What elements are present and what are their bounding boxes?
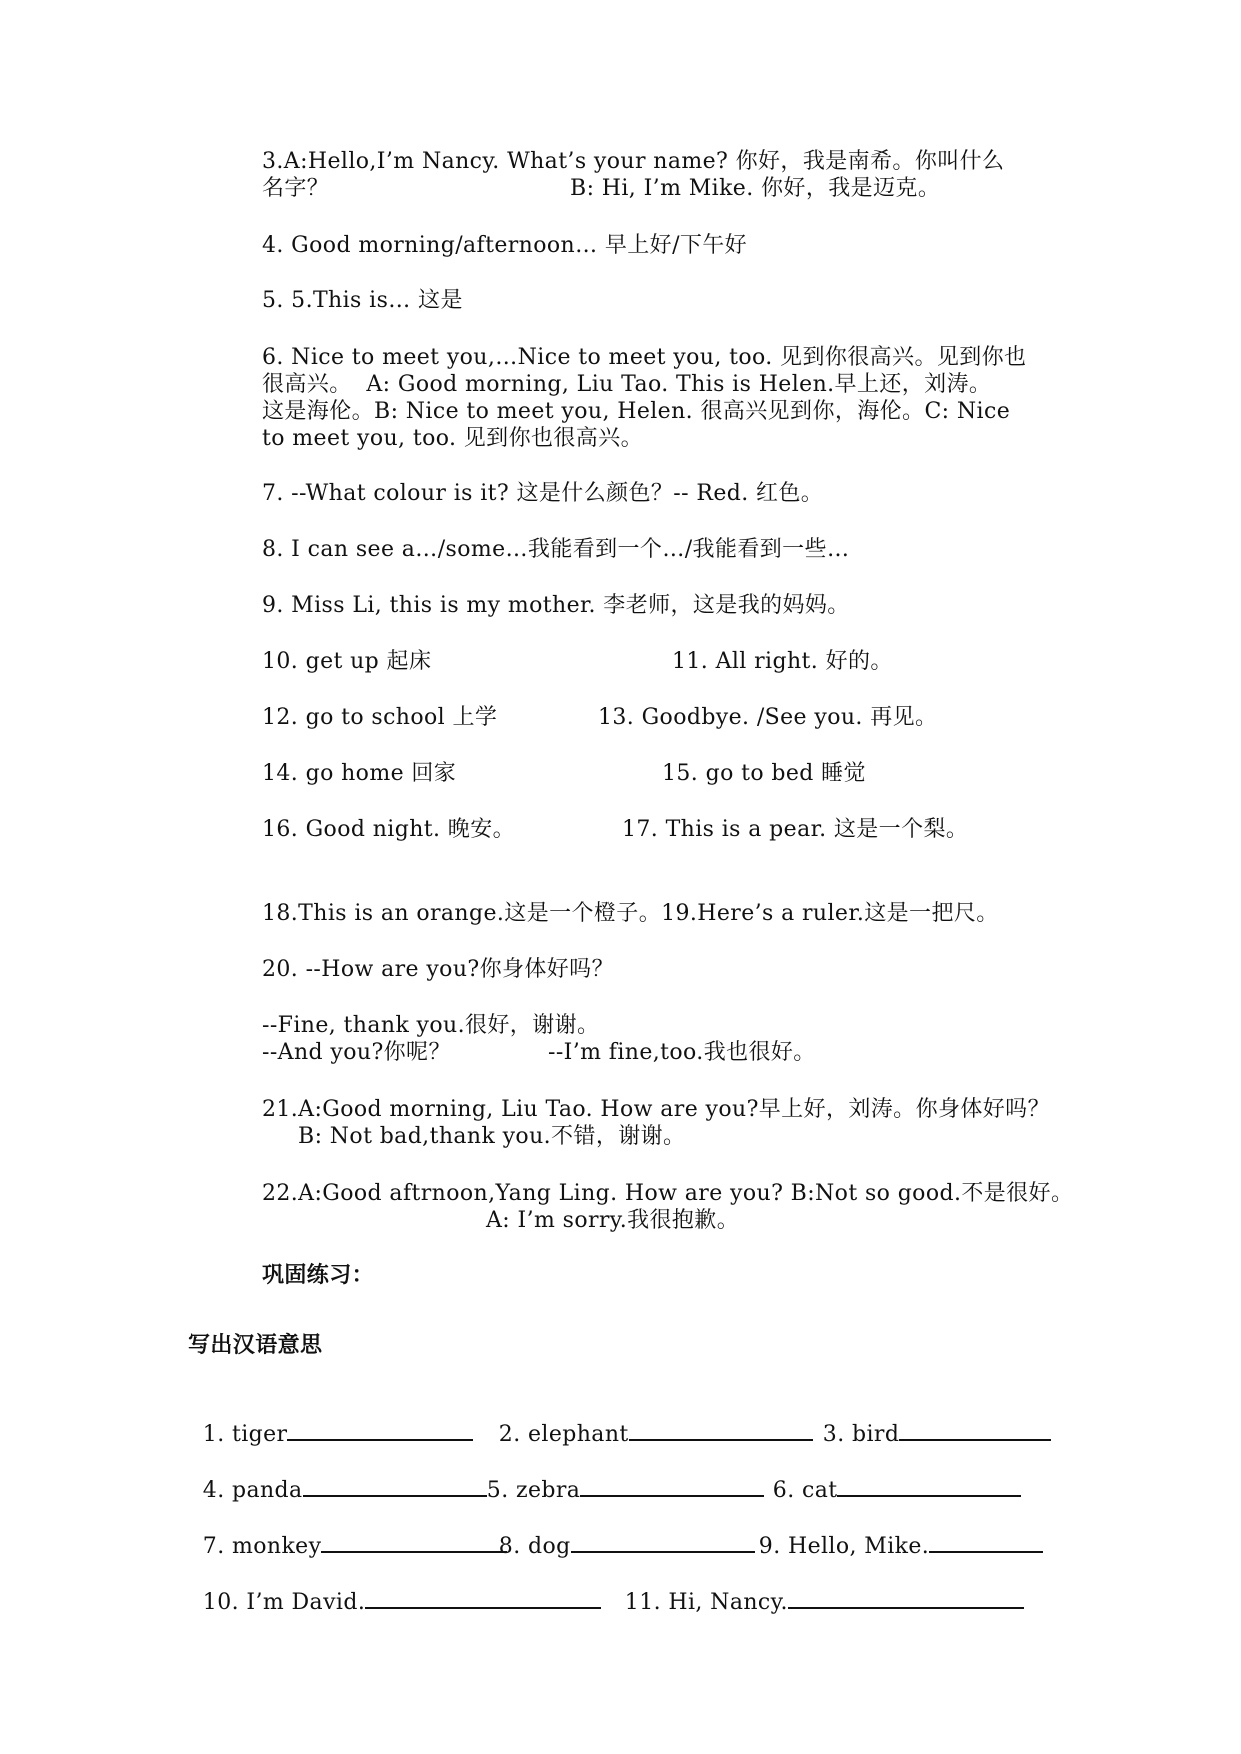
item-14: 14. go home 回家: [262, 761, 457, 786]
question-4-label: 4. panda: [202, 1478, 303, 1503]
question-10-label: 10. I’m David.: [202, 1590, 366, 1615]
question-3-label: 3. bird: [822, 1422, 900, 1447]
answer-blank[interactable]: [303, 1475, 487, 1497]
item-13: 13. Goodbye. /See you. 再见。: [598, 705, 938, 730]
item-22-line1: 22.A:Good aftrnoon,Yang Ling. How are you? B:Not so good.不是很好。: [262, 1181, 1074, 1206]
answer-blank[interactable]: [929, 1531, 1043, 1553]
answer-blank[interactable]: [365, 1587, 601, 1609]
item-9: 9. Miss Li, this is my mother. 李老师，这是我的妈妈。: [262, 593, 850, 618]
question-9: [744, 1504, 1043, 1560]
item-15: 15. go to bed 睡觉: [662, 761, 866, 786]
answer-blank[interactable]: [287, 1419, 473, 1441]
question-7-label: 7. monkey: [202, 1534, 322, 1559]
item-3-line2a: 名字？: [262, 176, 330, 201]
question-5-label: 5. zebra: [486, 1478, 581, 1503]
question-11: [610, 1560, 1024, 1616]
answer-blank[interactable]: [899, 1419, 1051, 1441]
item-22-line2: A: I’m sorry.我很抱歉。: [486, 1208, 740, 1233]
item-11: 11. All right. 好的。: [672, 649, 893, 674]
item-3-line1: 3.A:Hello,I’m Nancy. What’s your name? 你好，我是南希。你叫什么: [262, 149, 1005, 174]
question-6-label: 6. cat: [772, 1478, 838, 1503]
question-8: [484, 1504, 755, 1560]
item-17: 17. This is a pear. 这是一个梨。: [622, 817, 969, 842]
practice-heading: 巩固练习：: [262, 1263, 375, 1288]
item-6-line2: 很高兴。 A: Good morning, Liu Tao. This is Helen.早上还，刘涛。: [262, 372, 992, 397]
question-2: [484, 1392, 813, 1448]
question-4: [188, 1448, 487, 1504]
item-20-fine: --Fine, thank you.很好，谢谢。: [262, 1013, 600, 1038]
item-6-line3: 这是海伦。B: Nice to meet you, Helen. 很高兴见到你，海伦。C: Nice: [262, 399, 1011, 424]
answer-blank[interactable]: [580, 1475, 764, 1497]
section-title: 写出汉语意思: [188, 1333, 323, 1358]
item-12: 12. go to school 上学: [262, 705, 498, 730]
item-21-line1: 21.A:Good morning, Liu Tao. How are you?早上好，刘涛。你身体好吗？: [262, 1097, 1050, 1122]
item-20: 20. --How are you?你身体好吗？: [262, 957, 614, 982]
question-3: [808, 1392, 1051, 1448]
item-8: 8. I can see a…/some…我能看到一个…/我能看到一些…: [262, 537, 850, 562]
item-4: 4. Good morning/afternoon… 早上好/下午好: [262, 233, 748, 258]
question-5: [472, 1448, 764, 1504]
item-16: 16. Good night. 晚安。: [262, 817, 516, 842]
item-6-line1: 6. Nice to meet you,…Nice to meet you, too. 见到你很高兴。见到你也: [262, 345, 1027, 370]
question-1-label: 1. tiger: [202, 1422, 288, 1447]
question-1: [188, 1392, 473, 1448]
question-11-label: 11. Hi, Nancy.: [624, 1590, 788, 1615]
item-5: 5. 5.This is… 这是: [262, 288, 463, 313]
item-18-19: 18.This is an orange.这是一个橙子。19.Here’s a ruler.这是一把尺。: [262, 901, 999, 926]
answer-blank[interactable]: [788, 1587, 1024, 1609]
item-3-line2b: B: Hi, I’m Mike. 你好，我是迈克。: [570, 176, 941, 201]
question-7: [188, 1504, 507, 1560]
question-6: [758, 1448, 1021, 1504]
item-20-and-you: --And you?你呢？: [262, 1040, 451, 1065]
answer-blank[interactable]: [837, 1475, 1021, 1497]
item-20-im-fine: --I’m fine,too.我也很好。: [548, 1040, 816, 1065]
question-8-label: 8. dog: [498, 1534, 571, 1559]
question-2-label: 2. elephant: [498, 1422, 629, 1447]
answer-blank[interactable]: [321, 1531, 507, 1553]
question-10: [188, 1560, 601, 1616]
item-10: 10. get up 起床: [262, 649, 432, 674]
item-21-line2: B: Not bad,thank you.不错，谢谢。: [298, 1124, 686, 1149]
item-7: 7. --What colour is it? 这是什么颜色？-- Red. 红色。: [262, 481, 824, 506]
item-6-line4: to meet you, too. 见到你也很高兴。: [262, 426, 643, 451]
question-9-label: 9. Hello, Mike.: [758, 1534, 930, 1559]
answer-blank[interactable]: [571, 1531, 755, 1553]
answer-blank[interactable]: [629, 1419, 813, 1441]
